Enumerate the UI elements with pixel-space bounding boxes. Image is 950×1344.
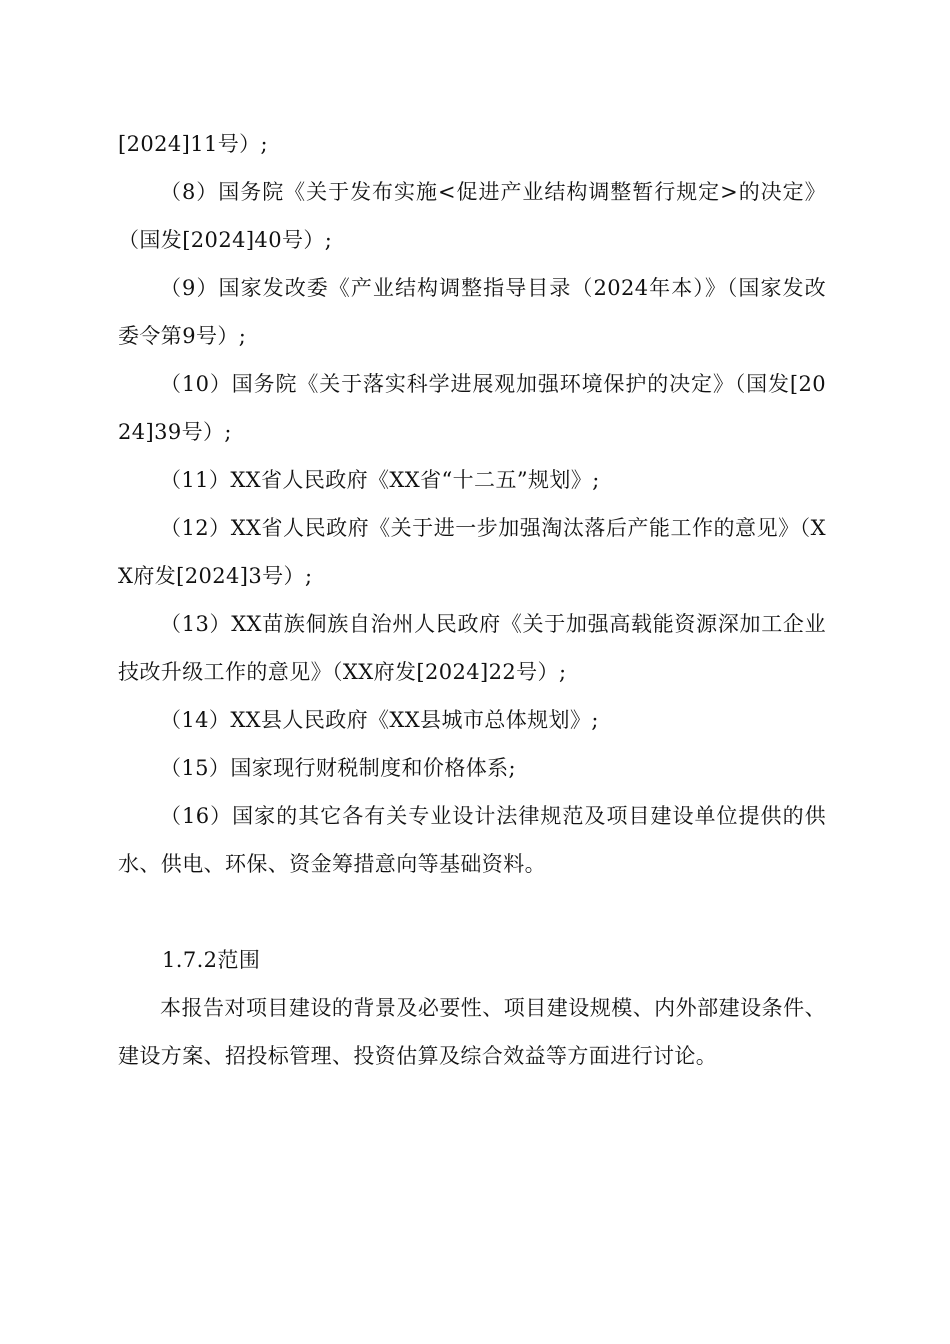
document-body [118, 120, 826, 1080]
reference-item-16: （16）国家的其它各有关专业设计法律规范及项目建设单位提供的供水、供电、环保、资金筹措意向等基础资料。 [118, 804, 826, 876]
reference-item-11: （11）XX省人民政府《XX省“十二五”规划》; [160, 468, 600, 492]
reference-item-7-continued: [2024]11号）; [118, 132, 269, 156]
reference-item-9: （9）国家发改委《产业结构调整指导目录（2024年本）》（国家发改委令第9号）; [118, 276, 826, 348]
reference-item-10: （10）国务院《关于落实科学进展观加强环境保护的决定》（国发[2024]39号）; [118, 372, 826, 444]
reference-item-14: （14）XX县人民政府《XX县城市总体规划》; [160, 708, 599, 732]
section-heading: 1.7.2范围 [162, 948, 261, 972]
reference-item-13: （13）XX苗族侗族自治州人民政府《关于加强高载能资源深加工企业技改升级工作的意见》（XX府发[2024]22号）; [118, 612, 826, 684]
reference-item-12: （12）XX省人民政府《关于进一步加强淘汰落后产能工作的意见》（XX府发[2024]3号）; [118, 516, 826, 588]
reference-item-15: （15）国家现行财税制度和价格体系; [160, 756, 516, 780]
reference-item-8: （8）国务院《关于发布实施<促进产业结构调整暂行规定>的决定》（国发[2024]40号）; [118, 180, 826, 252]
section-body: 本报告对项目建设的背景及必要性、项目建设规模、内外部建设条件、建设方案、招投标管理、投资估算及综合效益等方面进行讨论。 [118, 996, 826, 1068]
